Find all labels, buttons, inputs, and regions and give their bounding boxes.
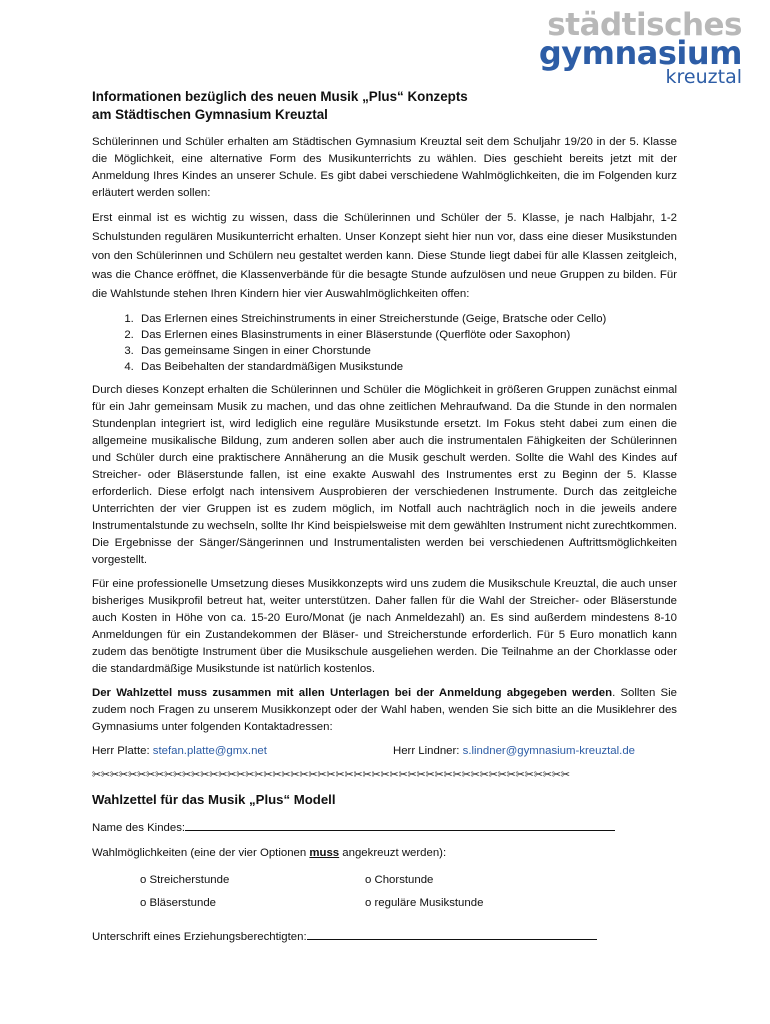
title-line-1: Informationen bezüglich des neuen Musik „Plus“ Konzepts — [92, 89, 468, 104]
signature-label: Unterschrift eines Erziehungsberechtigten: — [92, 931, 307, 943]
email-link-lindner[interactable]: s.lindner@gymnasium-kreuztal.de — [462, 745, 636, 757]
option-chorstunde[interactable]: o Chorstunde — [365, 874, 434, 886]
logo-line-3: kreuztal — [665, 66, 742, 88]
contact-label: Herr Lindner: — [393, 745, 463, 757]
submission-text: . Sollten Sie zudem noch Fragen zu unserem Musikkonzept oder der Wahl haben, wenden Sie sich bitte an die Musiklehrer des Gymnasiums unter folgenden Kontaktadressen: — [92, 687, 677, 733]
option-regulaere-musikstunde[interactable]: o reguläre Musikstunde — [365, 897, 484, 909]
email-link-platte[interactable]: stefan.platte@gmx.net — [152, 745, 267, 757]
options-list — [92, 311, 677, 375]
choices-instruction — [92, 845, 677, 862]
intro-paragraph: Schülerinnen und Schüler erhalten am Städtischen Gymnasium Kreuztal seit dem Schuljahr 19/20 in der 5. Klasse die Möglichkeit, eine alternative Form des Musikunterrichts zu wählen. Dies geschieht bereits jetzt mit der Anmeldung Ihres Kindes an unserer Schule. Es gibt dabei verschiedene Wahlmöglichkeiten, die im Folgenden kurz erläutert werden sollen: — [92, 136, 677, 199]
child-name-label: Name des Kindes: — [92, 822, 186, 834]
contact-addresses — [92, 743, 677, 763]
submission-paragraph — [92, 685, 677, 736]
option-row-2 — [92, 895, 677, 918]
option-blaeserstunde[interactable]: o Bläserstunde — [140, 897, 216, 909]
logo-line-1: städtisches — [547, 7, 742, 43]
option-streicherstunde[interactable]: o Streicherstunde — [140, 874, 230, 886]
list-item: 3. Das gemeinsame Singen in einer Chorstunde — [137, 343, 677, 359]
signature-field — [92, 928, 677, 946]
scissors-cut-line: ✂✂✂✂✂✂✂✂✂✂✂✂✂✂✂✂✂✂✂✂✂✂✂✂✂✂✂✂✂✂✂✂✂✂✂✂✂✂✂✂✂✂✂✂✂✂✂✂✂✂✂✂✂ — [92, 769, 570, 781]
school-logo — [538, 7, 742, 88]
costs-paragraph: Für eine professionelle Umsetzung dieses Musikkonzepts wird uns zudem die Musikschule Kreuztal, die auch unser bisheriges Musikprofil betreut hat, weiter unterstützen. Daher fallen für die Wahl der Streicher- oder Bläserstunde auch Kosten in Höhe von ca. 15-20 Euro/Monat (je nach Anmeldezahl) an. Es sind außerdem mindestens 8-10 Anmeldungen für ein Zustandekommen der Bläser- und Streicherstunde erforderlich. Für 5 Euro monatlich kann zudem das benötigte Instrument über die Musikschule ausgeliehen werden. Die Teilnahme an der Chorklasse oder die standardmäßige Musikstunde ist natürlich kostenlos. — [92, 578, 677, 675]
contact-platte — [92, 743, 267, 760]
list-item: 2. Das Erlernen eines Blasinstruments in einer Bläserstunde (Querflöte oder Saxophon) — [137, 327, 677, 343]
signature-input-line[interactable] — [307, 928, 597, 940]
list-item: 4. Das Beibehalten der standardmäßigen Musikstunde — [137, 359, 677, 375]
document-title — [92, 88, 677, 124]
child-name-field — [92, 819, 677, 837]
list-item: 1. Das Erlernen eines Streichinstruments in einer Streicherstunde (Geige, Bratsche oder Cello) — [137, 311, 677, 327]
title-line-2: am Städtischen Gymnasium Kreuztal — [92, 107, 328, 122]
option-row-1 — [92, 872, 677, 895]
logo-line-2: gymnasium — [538, 34, 742, 72]
contact-label: Herr Platte: — [92, 745, 153, 757]
child-name-input-line[interactable] — [185, 819, 615, 831]
benefits-paragraph: Durch dieses Konzept erhalten die Schülerinnen und Schüler die Möglichkeit in größeren Gruppen zunächst einmal für ein Jahr gemeinsam Musik zu machen, und das ohne zeitlichen Mehraufwand. Da die Stunde in den normalen Stundenplan integriert ist, wird lediglich eine reguläre Musikstunde ersetzt. Im Fokus steht dabei zum einen die allgemeine musikalische Bildung, zum anderen sollen aber auch die instrumentalen Fähigkeiten der Schülerinnen und Schüler durch eine praktischere Annäherung an die Musik geschult werden. Sollte die Wahl des Kindes auf Streicher- oder Bläserstunde fallen, ist eine exakte Auswahl des Instrumentes erst zu Beginn der 5. Klasse erforderlich. Diese erfolgt nach intensivem Ausprobieren der verschiedenen Instrumente. Durch das zeitgleiche Unterrichten der vier Gruppen ist es zudem möglich, im Notfall auch nachträglich noch in die jeweils andere Instrumentalstunde zu wechseln, sollte Ihr Kind beispielsweise mit dem gewählten Instrument nicht zurechtkommen. Die Ergebnisse der Sänger/Sängerinnen und Instrumentalisten werden bei verschiedenen Auftrittsmöglichkeiten vorgestellt. — [92, 384, 677, 566]
concept-paragraph: Erst einmal ist es wichtig zu wissen, dass die Schülerinnen und Schüler der 5. Klasse, je nach Halbjahr, 1-2 Schulstunden regulären Musikunterricht erhalten. Unser Konzept sieht hier nun vor, dass eine dieser Musikstunden von den Schülerinnen und Schülern neu gestaltet werden kann. Diese Stunde liegt dabei für alle Klassen zeitgleich, was die Chance eröffnet, die Klassenverbände für die besagte Stunde aufzulösen und neue Gruppen zu bilden. Für die Wahlstunde stehen Ihren Kindern hier vier Auswahlmöglichkeiten offen: — [92, 212, 677, 300]
form-title: Wahlzettel für das Musik „Plus“ Modell — [92, 792, 336, 807]
submission-emphasis: Der Wahlzettel muss zusammen mit allen Unterlagen bei der Anmeldung abgegeben werden — [92, 687, 613, 699]
document-body — [92, 88, 677, 954]
choices-suffix: angekreuzt werden): — [339, 847, 447, 859]
contact-lindner — [393, 743, 635, 760]
choices-emphasis: muss — [309, 847, 340, 859]
choices-prefix: Wahlmöglichkeiten (eine der vier Optionen — [92, 847, 310, 859]
